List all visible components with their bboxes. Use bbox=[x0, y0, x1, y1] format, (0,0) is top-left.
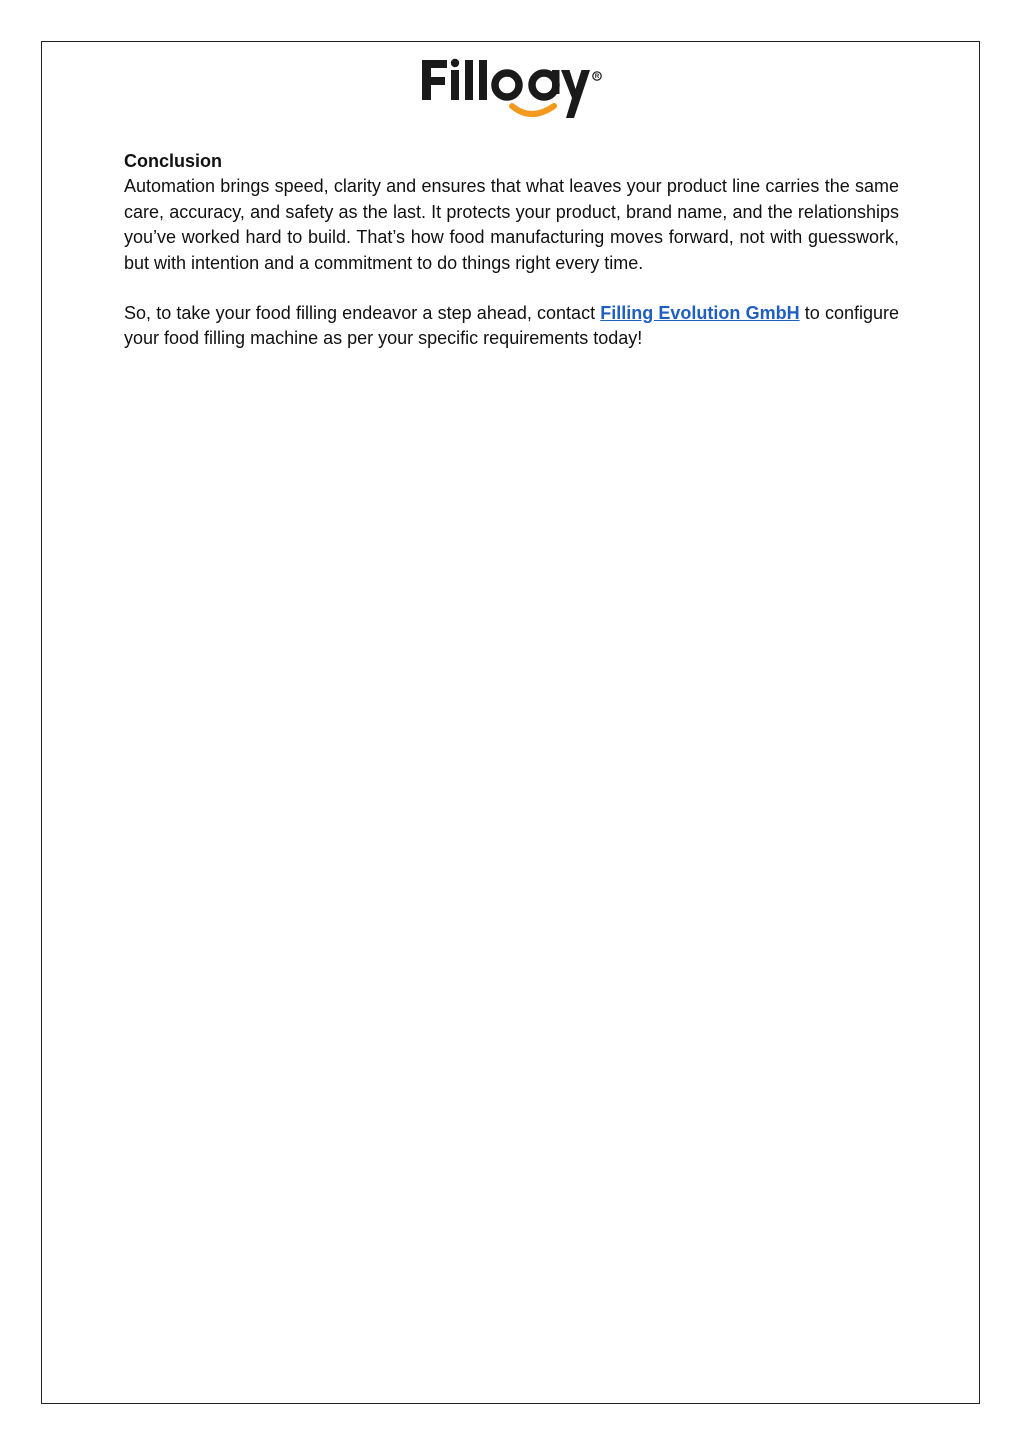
svg-text:R: R bbox=[594, 74, 600, 81]
section-heading: Conclusion bbox=[124, 151, 222, 171]
contact-paragraph bbox=[124, 301, 899, 352]
filling-evolution-link[interactable]: Filling Evolution GmbH bbox=[600, 303, 800, 324]
conclusion-paragraph: Automation brings speed, clarity and ensures that what leaves your product line carries the same care, accuracy, and safety as the last. It protects your product, brand name, and the relationships you’ve worked hard to build. That’s how food manufacturing moves forward, not with guesswork, but with intention and a commitment to do things right every time. bbox=[124, 176, 899, 273]
fillogy-logo bbox=[420, 56, 605, 126]
contact-text-before: So, to take your food filling endeavor a step ahead, contact bbox=[124, 303, 601, 324]
document-body bbox=[124, 149, 899, 352]
contact-text-after: to configure your food filling machine as per your specific requirements today! bbox=[124, 303, 900, 349]
